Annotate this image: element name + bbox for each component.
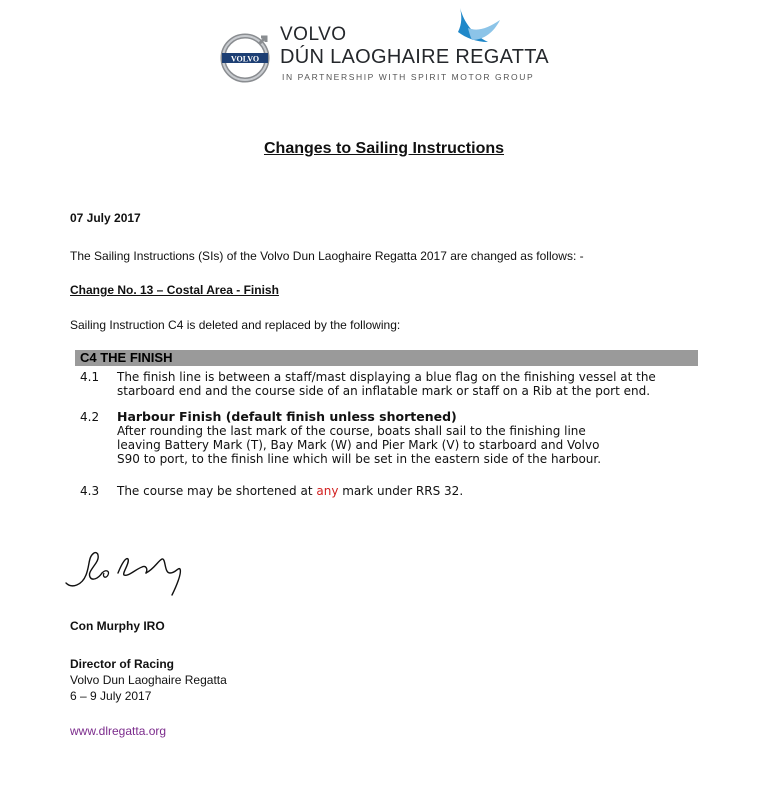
change-heading: Change No. 13 – Costal Area - Finish <box>70 283 279 297</box>
item-text-line: starboard end and the course side of an inflatable mark or staff on a Rib at the port end. <box>117 384 651 398</box>
handwritten-signature-icon <box>62 543 192 603</box>
section-title: C4 THE FINISH <box>80 350 173 365</box>
item-text-line: leaving Battery Mark (T), Bay Mark (W) and Pier Mark (V) to starboard and Volvo <box>117 438 600 452</box>
regatta-name: DÚN LAOGHAIRE REGATTA <box>280 46 549 68</box>
page-title: Changes to Sailing Instructions <box>263 140 505 157</box>
item-text-before: The course may be shortened at <box>117 484 317 498</box>
partnership-tagline: IN PARTNERSHIP WITH SPIRIT MOTOR GROUP <box>282 72 535 82</box>
item-text-after: mark under RRS 32. <box>338 484 464 498</box>
volvo-badge-text: VOLVO <box>230 54 260 64</box>
item-text-line: After rounding the last mark of the course, boats shall sail to the finishing line <box>117 424 586 438</box>
website-link[interactable]: www.dlregatta.org <box>70 724 167 738</box>
item-text-highlight: any <box>316 484 339 498</box>
document-date: 07 July 2017 <box>70 211 141 225</box>
item-text-line: S90 to port, to the finish line which will be set in the eastern side of the harbour. <box>117 452 602 466</box>
event-dates: 6 – 9 July 2017 <box>70 689 152 703</box>
item-text-line <box>117 484 463 498</box>
volvo-badge-icon <box>219 32 271 84</box>
signer-organization: Volvo Dun Laoghaire Regatta <box>70 673 227 687</box>
brand-name: VOLVO <box>280 24 347 45</box>
signer-role: Director of Racing <box>70 657 175 671</box>
signer-name: Con Murphy IRO <box>70 619 165 633</box>
replace-note: Sailing Instruction C4 is deleted and replaced by the following: <box>70 318 401 332</box>
item-heading: Harbour Finish (default finish unless shortened) <box>117 409 457 424</box>
intro-text: The Sailing Instructions (SIs) of the Volvo Dun Laoghaire Regatta 2017 are changed as follows: - <box>70 249 584 263</box>
item-number: 4.1 <box>80 370 100 384</box>
item-text-line: The finish line is between a staff/mast displaying a blue flag on the finishing vessel at the <box>117 370 656 384</box>
sail-logo-icon <box>438 8 504 50</box>
item-number: 4.3 <box>80 484 100 498</box>
item-number: 4.2 <box>80 410 100 424</box>
